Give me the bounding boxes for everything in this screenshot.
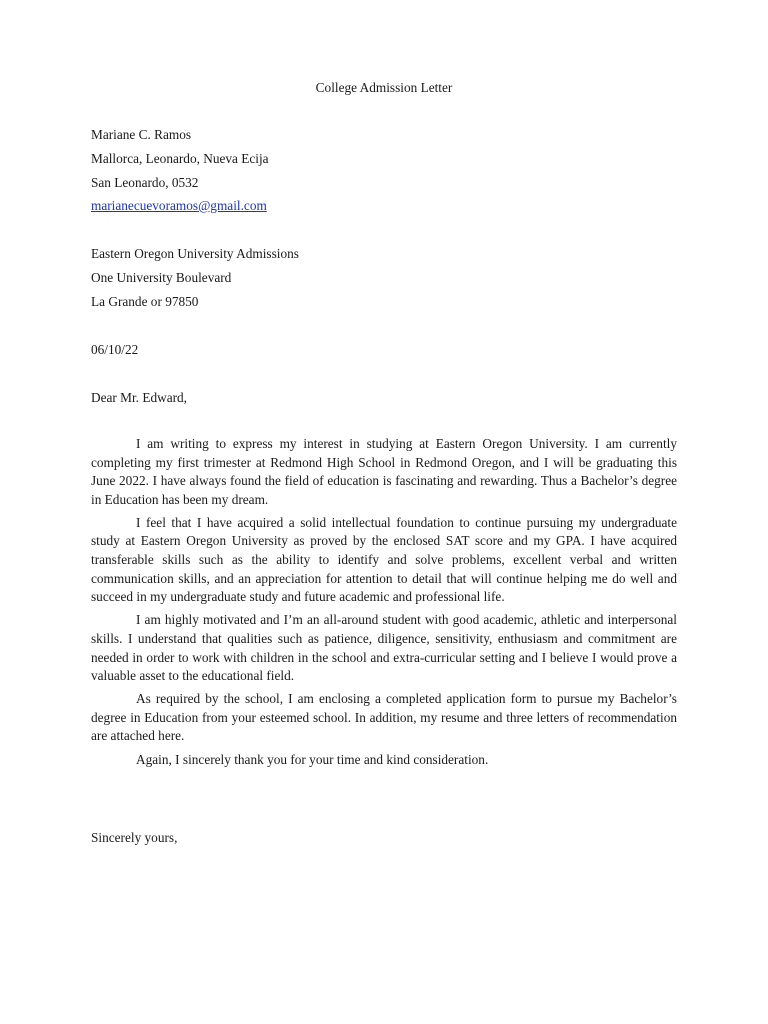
- body-paragraph: As required by the school, I am enclosing a completed application form to pursue my Bachelor’s degree in Education from your esteemed school. In addition, my resume and three letters of recommendation are attached here.: [91, 691, 677, 744]
- body-paragraph: Again, I sincerely thank you for your time and kind consideration.: [136, 751, 489, 767]
- sender-name: Mariane C. Ramos: [91, 127, 192, 142]
- body-paragraph: I am writing to express my interest in studying at Eastern Oregon University. I am currently completing my first trimester at Redmond High School in Redmond Oregon, and I will be graduating this June 2022. I have always found the field of education is fascinating and rewarding. Thus a Bachelor’s degree in Education has been my dream.: [91, 436, 677, 507]
- body-paragraph: I feel that I have acquired a solid intellectual foundation to continue pursuing my undergraduate study at Eastern Oregon University as proved by the enclosed SAT score and my GPA. I have acquired transferable skills such as the ability to identify and solve problems, excellent verbal and written communication skills, and an appreciation for attention to detail that will continue helping me do well and succeed in my undergraduate study and future academic and professional life.: [91, 514, 677, 605]
- salutation: Dear Mr. Edward,: [91, 390, 187, 405]
- sender-address-line1: Mallorca, Leonardo, Nueva Ecija: [91, 151, 269, 166]
- recipient-line1: Eastern Oregon University Admissions: [91, 246, 299, 261]
- letter-body: [91, 435, 677, 774]
- recipient-line3: La Grande or 97850: [91, 294, 199, 309]
- sender-address-line2: San Leonardo, 0532: [91, 175, 199, 190]
- recipient-line2: One University Boulevard: [91, 270, 232, 285]
- body-paragraph: I am highly motivated and I’m an all-around student with good academic, athletic and interpersonal skills. I understand that qualities such as patience, diligence, sensitivity, enthusiasm and commitment are needed in order to work with children in the school and extra-curricular setting and I believe I would prove a valuable asset to the educational field.: [91, 612, 677, 684]
- letter-date: 06/10/22: [91, 342, 139, 357]
- sender-email-link[interactable]: marianecuevoramos@gmail.com: [91, 198, 267, 213]
- page-title: College Admission Letter: [315, 80, 453, 95]
- closing: Sincerely yours,: [91, 830, 178, 845]
